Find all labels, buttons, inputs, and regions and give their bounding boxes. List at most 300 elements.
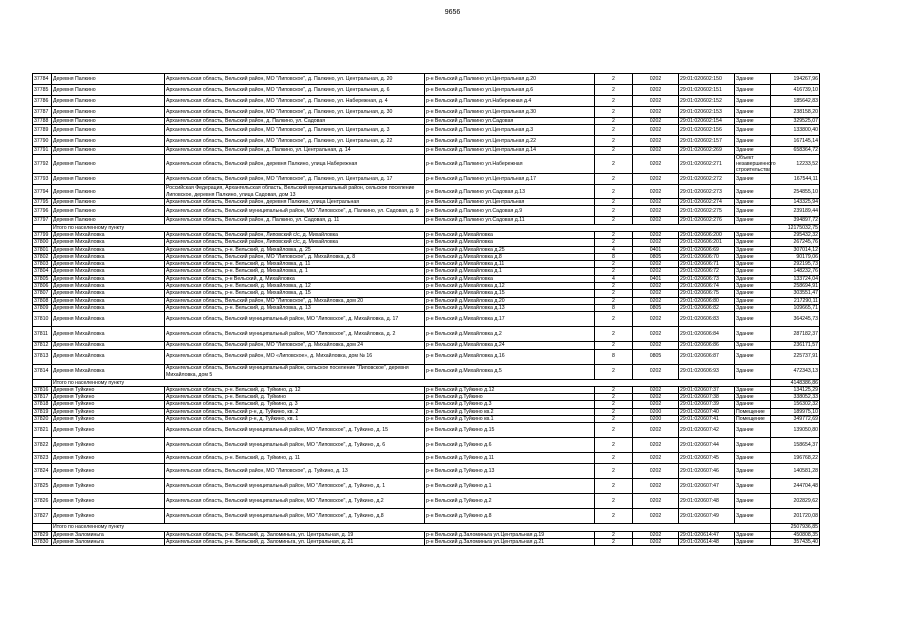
full-address: Архангельская область, р-н. Вельский, д. Туйкино — [165, 394, 425, 401]
short-address: р-н Вельский д.Туйкино д.3 — [425, 401, 595, 408]
page-number: 9656 — [444, 9, 461, 16]
table-row — [33, 275, 820, 282]
group-number: 2 — [595, 312, 633, 327]
row-number: 37789 — [33, 125, 52, 136]
type-code: 0202 — [633, 290, 679, 297]
cadastral-number: 29:01:020606:93 — [679, 364, 735, 379]
row-number: 37826 — [33, 494, 52, 509]
short-address: р-н Вельский д.Туйкино — [425, 394, 595, 401]
table-row — [33, 342, 820, 349]
type-code: 0202 — [633, 96, 679, 107]
table-row — [33, 364, 820, 379]
short-address: р-н Вельский д.Туйкино д.6 — [425, 438, 595, 453]
full-address: Архангельская область, Вельский р-н, д. Туйкино, кв. 1 — [165, 416, 425, 423]
cadastral-number: 29:01:020614:47 — [679, 531, 735, 538]
row-number: 37812 — [33, 342, 52, 349]
type-code: 0202 — [633, 386, 679, 393]
subtotal-label: Итого по населенному пункту — [52, 524, 771, 531]
type-code: 0202 — [633, 297, 679, 304]
settlement-name: Деревня Палкино — [52, 147, 165, 154]
cadastral-value: 167544,11 — [771, 174, 820, 185]
object-kind: Здание — [735, 217, 771, 224]
settlement-name: Деревня Михайловка — [52, 283, 165, 290]
short-address: р-н Вельский д.Михайловка д.13 — [425, 304, 595, 311]
type-code: 0202 — [633, 531, 679, 538]
table-row — [33, 246, 820, 253]
settlement-name: Деревня Михайловка — [52, 246, 165, 253]
short-address: р-н Вельский д.Михайловка — [425, 239, 595, 246]
settlement-name: Деревня Туйкино — [52, 423, 165, 438]
type-code: 0202 — [633, 283, 679, 290]
full-address: Архангельская область, Вельский район, МО "Липовское", д. Палкино, ул. Центральная, д. 22 — [165, 136, 425, 147]
settlement-name: Деревня Палкино — [52, 96, 165, 107]
object-kind: Здание — [735, 531, 771, 538]
cadastral-number: 29:01:020602:156 — [679, 125, 735, 136]
table-row — [33, 312, 820, 327]
cadastral-number: 29:01:020602:272 — [679, 174, 735, 185]
settlement-name: Деревня Палкино — [52, 125, 165, 136]
group-number: 2 — [595, 147, 633, 154]
full-address: Архангельская область, р-н. Вельский, д. Заломиньга, ул. Центральная, д. 21 — [165, 538, 425, 545]
group-number: 2 — [595, 185, 633, 199]
cadastral-number: 29:01:020602:275 — [679, 206, 735, 217]
object-kind: Здание — [735, 342, 771, 349]
type-code: 0202 — [633, 423, 679, 438]
group-number: 2 — [595, 283, 633, 290]
group-number: 2 — [595, 538, 633, 545]
object-kind: Здание — [735, 386, 771, 393]
short-address: р-н Вельский д.Палкино ул.Садовая — [425, 118, 595, 125]
type-code: 0401 — [633, 246, 679, 253]
table-row — [33, 74, 820, 85]
row-number: 37796 — [33, 206, 52, 217]
settlement-name: Деревня Палкино — [52, 74, 165, 85]
row-number: 37784 — [33, 74, 52, 85]
type-code: 0202 — [633, 327, 679, 342]
row-number: 37797 — [33, 217, 52, 224]
short-address: р-н Вельский д.Туйкино кв.1 — [425, 416, 595, 423]
group-number: 2 — [595, 453, 633, 464]
cadastral-value: 287182,37 — [771, 327, 820, 342]
cadastral-value: 292195,73 — [771, 261, 820, 268]
settlement-name: Деревня Палкино — [52, 118, 165, 125]
settlement-name: Деревня Палкино — [52, 107, 165, 118]
subtotal-sum: 12175032,75 — [771, 224, 820, 231]
type-code: 0202 — [633, 268, 679, 275]
cadastral-value: 364245,73 — [771, 312, 820, 327]
cadastral-value: 254855,10 — [771, 185, 820, 199]
short-address: р-н Вельский д.Туйкино д.13 — [425, 464, 595, 479]
group-number: 2 — [595, 125, 633, 136]
short-address: р-н Вельский д.Заломиньга ул.Центральная д.21 — [425, 538, 595, 545]
type-code: 0202 — [633, 239, 679, 246]
cadastral-value: 143325,94 — [771, 199, 820, 206]
cadastral-value: 133724,04 — [771, 275, 820, 282]
row-number: 37803 — [33, 261, 52, 268]
row-number: 37794 — [33, 185, 52, 199]
row-number: 37823 — [33, 453, 52, 464]
short-address: р-н Вельский д.Заломиньга ул.Центральная д.19 — [425, 531, 595, 538]
cadastral-value: 307014,12 — [771, 246, 820, 253]
object-kind: Здание — [735, 423, 771, 438]
full-address: Архангельская область, Вельский район, д. Палкино, ул. Садовая — [165, 118, 425, 125]
row-number: 37805 — [33, 275, 52, 282]
subtotal-spacer — [33, 524, 52, 531]
short-address: р-н Вельский д.Туйкино д.2 — [425, 494, 595, 509]
type-code: 0202 — [633, 74, 679, 85]
short-address: р-н Вельский д.Туйкино кв.2 — [425, 408, 595, 415]
table-row — [33, 154, 820, 174]
table-row — [33, 283, 820, 290]
row-number: 37785 — [33, 85, 52, 96]
group-number: 2 — [595, 401, 633, 408]
row-number: 37788 — [33, 118, 52, 125]
row-number: 37817 — [33, 394, 52, 401]
type-code: 0805 — [633, 253, 679, 260]
table-row — [33, 349, 820, 364]
cadastral-number: 29:01:020602:150 — [679, 74, 735, 85]
short-address: р-н Вельский д.Палкино ул.Садовая д.13 — [425, 185, 595, 199]
cadastral-number: 29:01:020607:37 — [679, 386, 735, 393]
row-number: 37799 — [33, 231, 52, 238]
object-kind: Здание — [735, 464, 771, 479]
cadastral-value: 196768,22 — [771, 453, 820, 464]
cadastral-number: 29:01:020607:41 — [679, 416, 735, 423]
object-kind: Здание — [735, 438, 771, 453]
full-address: Архангельская область, Вельский р-н, д. Туйкино, кв. 2 — [165, 408, 425, 415]
row-number: 37811 — [33, 327, 52, 342]
object-kind: Здание — [735, 479, 771, 494]
cadastral-number: 29:01:020607:49 — [679, 509, 735, 524]
type-code: 0202 — [633, 312, 679, 327]
cadastral-number: 29:01:020602:273 — [679, 185, 735, 199]
group-number: 2 — [595, 268, 633, 275]
object-kind: Здание — [735, 297, 771, 304]
subtotal-label: Итого по населенному пункту — [52, 224, 771, 231]
row-number: 37790 — [33, 136, 52, 147]
cadastral-number: 29:01:020607:48 — [679, 494, 735, 509]
type-code: 0202 — [633, 118, 679, 125]
settlement-name: Деревня Палкино — [52, 206, 165, 217]
short-address: р-н Вельский д.Михайловка д.20 — [425, 297, 595, 304]
type-code: 0202 — [633, 174, 679, 185]
cadastral-value: 133800,40 — [771, 125, 820, 136]
settlement-name: Деревня Михайловка — [52, 239, 165, 246]
settlement-name: Деревня Палкино — [52, 185, 165, 199]
full-address: Архангельская область, Вельский муниципальный район, МО "Липовское", д. Туйкино, д. 15 — [165, 423, 425, 438]
full-address: Архангельская область, Вельский район, МО "Липовское", д. Палкино, ул. Центральная, д. 3 — [165, 125, 425, 136]
subtotal-spacer — [33, 224, 52, 231]
object-kind: Здание — [735, 199, 771, 206]
cadastral-number: 29:01:020606:70 — [679, 253, 735, 260]
subtotal-row — [33, 379, 820, 386]
full-address: Архангельская область, Вельский район, МО "Липовское", д. Туйкино, д. 13 — [165, 464, 425, 479]
cadastral-number: 29:01:020607:44 — [679, 438, 735, 453]
short-address: р-н Вельский д.Михайловка д.24 — [425, 342, 595, 349]
cadastral-value: 244704,48 — [771, 479, 820, 494]
cadastral-value: 90179,06 — [771, 253, 820, 260]
full-address: Архангельская область, р-н. Вельский, д. Туйкино, д. 11 — [165, 453, 425, 464]
object-kind: Здание — [735, 147, 771, 154]
subtotal-spacer — [33, 379, 52, 386]
table-row — [33, 199, 820, 206]
object-kind: Здание — [735, 283, 771, 290]
cadastral-number: 29:01:020607:45 — [679, 453, 735, 464]
group-number: 2 — [595, 364, 633, 379]
short-address: р-н Вельский д.Палкино ул.Центральная д.17 — [425, 174, 595, 185]
full-address: Архангельская область, р-н. Вельский, д. Туйкино, д. 12 — [165, 386, 425, 393]
table-row — [33, 206, 820, 217]
cadastral-number: 29:01:020606:74 — [679, 283, 735, 290]
short-address: р-н Вельский д.Палкино ул.Набережная д.4 — [425, 96, 595, 107]
row-number: 37808 — [33, 297, 52, 304]
cadastral-value: 295432,32 — [771, 231, 820, 238]
short-address: р-н Вельский д.Туйкино д.12 — [425, 386, 595, 393]
cadastral-value: 140581,28 — [771, 464, 820, 479]
group-number: 2 — [595, 479, 633, 494]
group-number: 2 — [595, 342, 633, 349]
row-number: 37830 — [33, 538, 52, 545]
type-code: 0202 — [633, 136, 679, 147]
group-number: 2 — [595, 327, 633, 342]
table-row — [33, 416, 820, 423]
cadastral-number: 29:01:020607:40 — [679, 408, 735, 415]
group-number: 4 — [595, 275, 633, 282]
settlement-name: Деревня Палкино — [52, 217, 165, 224]
short-address: р-н Вельский д.Михайловка д.1 — [425, 268, 595, 275]
cadastral-value: 450808,35 — [771, 531, 820, 538]
full-address: Архангельская область, Вельский район, Липовский с/с, д. Михайловка — [165, 239, 425, 246]
full-address: Архангельская область, р-н. Вельский, д. Михайловка, д. 25 — [165, 246, 425, 253]
group-number: 2 — [595, 423, 633, 438]
table-row — [33, 261, 820, 268]
full-address: Архангельская область, Вельский район, МО "Липовское", д. Михайловка, дом 20 — [165, 297, 425, 304]
cadastral-number: 29:01:020602:151 — [679, 85, 735, 96]
type-code: 0202 — [633, 154, 679, 174]
subtotal-sum: 2507936,85 — [771, 524, 820, 531]
cadastral-value: 201720,08 — [771, 509, 820, 524]
row-number: 37792 — [33, 154, 52, 174]
type-code: 0202 — [633, 453, 679, 464]
row-number: 37787 — [33, 107, 52, 118]
group-number: 2 — [595, 239, 633, 246]
full-address: Архангельская область, Вельский район, МО "Липовское", д. Палкино, ул. Центральная, д. 17 — [165, 174, 425, 185]
table-row — [33, 239, 820, 246]
table-row — [33, 297, 820, 304]
cadastral-value: 217290,11 — [771, 297, 820, 304]
row-number: 37824 — [33, 464, 52, 479]
short-address: р-н Вельский д.Михайловка д.25 — [425, 246, 595, 253]
object-kind: Здание — [735, 268, 771, 275]
type-code: 0202 — [633, 107, 679, 118]
full-address: Архангельская область, Вельский муниципальный район, МО "Липовское", д. Туйкино, д.2 — [165, 494, 425, 509]
cadastral-number: 29:01:020602:154 — [679, 118, 735, 125]
settlement-name: Деревня Туйкино — [52, 464, 165, 479]
row-number: 37814 — [33, 364, 52, 379]
short-address: р-н Вельский д.Михайловка — [425, 275, 595, 282]
object-kind: Здание — [735, 394, 771, 401]
row-number: 37806 — [33, 283, 52, 290]
object-kind: Здание — [735, 538, 771, 545]
object-kind: Здание — [735, 364, 771, 379]
group-number: 4 — [595, 246, 633, 253]
object-kind: Здание — [735, 246, 771, 253]
settlement-name: Деревня Туйкино — [52, 479, 165, 494]
short-address: р-н Вельский д.Палкино ул.Набережная — [425, 154, 595, 174]
group-number: 2 — [595, 394, 633, 401]
cadastral-value: 185642,83 — [771, 96, 820, 107]
cadastral-value: 225737,91 — [771, 349, 820, 364]
table-row — [33, 107, 820, 118]
full-address: Архангельская область, Вельский район, деревня Палкино, улица Центральная — [165, 199, 425, 206]
full-address: Архангельская область, Вельский муниципальный район, сельское поселение "Липовское", деревня Михайловка, дом 5 — [165, 364, 425, 379]
type-code: 0202 — [633, 261, 679, 268]
short-address: р-н Вельский д.Михайловка д.16 — [425, 349, 595, 364]
full-address: Архангельская область, р-н Вельский, д. Михайловка — [165, 275, 425, 282]
object-kind: Помещение — [735, 408, 771, 415]
settlement-name: Деревня Заломиньга — [52, 538, 165, 545]
short-address: р-н Вельский д.Туйкино д.11 — [425, 453, 595, 464]
full-address: Архангельская область, р-н. Вельский, д. Михайловка, д. 15 — [165, 290, 425, 297]
object-kind: Здание — [735, 96, 771, 107]
group-number: 2 — [595, 408, 633, 415]
object-kind: Здание — [735, 401, 771, 408]
cadastral-number: 29:01:020606:201 — [679, 239, 735, 246]
settlement-name: Деревня Михайловка — [52, 342, 165, 349]
settlement-name: Деревня Михайловка — [52, 297, 165, 304]
cadastral-number: 29:01:020602:274 — [679, 199, 735, 206]
cadastral-value: 357435,40 — [771, 538, 820, 545]
full-address: Архангельская область, Вельский муниципальный район, МО "Липовское", д. Михайловка, д. 2 — [165, 327, 425, 342]
group-number: 2 — [595, 261, 633, 268]
group-number: 2 — [595, 154, 633, 174]
short-address: р-н Вельский д.Палкино ул.Центральная д.6 — [425, 85, 595, 96]
type-code: 0202 — [633, 479, 679, 494]
table-row — [33, 494, 820, 509]
group-number: 2 — [595, 231, 633, 238]
subtotal-sum: 4148386,86 — [771, 379, 820, 386]
settlement-name: Деревня Михайловка — [52, 327, 165, 342]
object-kind: Здание — [735, 125, 771, 136]
cadastral-value: 258694,91 — [771, 283, 820, 290]
row-number: 37818 — [33, 401, 52, 408]
settlement-name: Деревня Туйкино — [52, 509, 165, 524]
full-address: Архангельская область, Вельский район, МО "Липовское", д. Палкино, ул. Набережная, д. 4 — [165, 96, 425, 107]
group-number: 2 — [595, 386, 633, 393]
row-number: 37829 — [33, 531, 52, 538]
table-row — [33, 174, 820, 185]
full-address: Архангельская область, р-н. Вельский, д. Туйкино, д. 3 — [165, 401, 425, 408]
short-address: р-н Вельский д.Михайловка д.12 — [425, 283, 595, 290]
short-address: р-н Вельский д.Палкино ул.Центральная д.14 — [425, 147, 595, 154]
short-address: р-н Вельский д.Михайловка д.2 — [425, 327, 595, 342]
short-address: р-н Вельский д.Туйкино д.1 — [425, 479, 595, 494]
group-number: 2 — [595, 290, 633, 297]
cadastral-value: 134125,29 — [771, 386, 820, 393]
cadastral-value: 167145,14 — [771, 136, 820, 147]
table-row — [33, 464, 820, 479]
row-number: 37804 — [33, 268, 52, 275]
cadastral-value: 239189,44 — [771, 206, 820, 217]
settlement-name: Деревня Михайловка — [52, 275, 165, 282]
row-number: 37801 — [33, 246, 52, 253]
table-row — [33, 217, 820, 224]
cadastral-value: 202829,62 — [771, 494, 820, 509]
table-row — [33, 125, 820, 136]
settlement-name: Деревня Туйкино — [52, 438, 165, 453]
table-row — [33, 118, 820, 125]
type-code: 0202 — [633, 125, 679, 136]
short-address: р-н Вельский д.Михайловка д.17 — [425, 312, 595, 327]
short-address: р-н Вельский д.Михайловка д.8 — [425, 253, 595, 260]
table-body — [33, 74, 820, 546]
group-number: 8 — [595, 253, 633, 260]
table-row — [33, 438, 820, 453]
cadastral-number: 29:01:020607:38 — [679, 394, 735, 401]
group-number: 2 — [595, 136, 633, 147]
short-address: р-н Вельский д.Палкино ул.Центральная д.3 — [425, 125, 595, 136]
short-address: р-н Вельский д.Палкино ул.Садовая д.9 — [425, 206, 595, 217]
object-kind: Здание — [735, 185, 771, 199]
cadastral-number: 29:01:020606:87 — [679, 349, 735, 364]
settlement-name: Деревня Палкино — [52, 136, 165, 147]
settlement-name: Деревня Туйкино — [52, 408, 165, 415]
object-kind: Здание — [735, 304, 771, 311]
table-row — [33, 327, 820, 342]
row-number: 37825 — [33, 479, 52, 494]
table-row — [33, 401, 820, 408]
settlement-name: Деревня Палкино — [52, 199, 165, 206]
type-code: 0202 — [633, 494, 679, 509]
full-address: Архангельская область, Вельский район, МО «Липовское», д. Михайловка, дом № 16 — [165, 349, 425, 364]
cadastral-number: 29:01:020606:84 — [679, 327, 735, 342]
object-kind: Здание — [735, 509, 771, 524]
cadastral-value: 12233,52 — [771, 154, 820, 174]
type-code: 0202 — [633, 85, 679, 96]
object-kind: Здание — [735, 327, 771, 342]
settlement-name: Деревня Туйкино — [52, 386, 165, 393]
full-address: Архангельская область, Вельский район, МО "Липовское", д. Палкино, ул. Центральная, д. 30 — [165, 107, 425, 118]
row-number: 37821 — [33, 423, 52, 438]
full-address: Архангельская область, Вельский муниципальный район, МО "Липовское", д. Туйкино, д. 1 — [165, 479, 425, 494]
type-code: 0200 — [633, 416, 679, 423]
table-row — [33, 453, 820, 464]
group-number: 2 — [595, 509, 633, 524]
group-number: 2 — [595, 206, 633, 217]
object-kind: Здание — [735, 275, 771, 282]
type-code: 0202 — [633, 206, 679, 217]
cadastral-value: 303551,47 — [771, 290, 820, 297]
table-row — [33, 423, 820, 438]
full-address: Архангельская область, р-н. Вельский, д. Михайловка, д. 1 — [165, 268, 425, 275]
subtotal-row — [33, 524, 820, 531]
table-row — [33, 290, 820, 297]
cadastral-number: 29:01:020606:82 — [679, 304, 735, 311]
short-address: р-н Вельский д.Палкино ул.Центральная д.30 — [425, 107, 595, 118]
cadastral-number: 29:01:020606:73 — [679, 275, 735, 282]
full-address: Архангельская область, Вельский муниципальный район, МО "Липовское", д. Туйкино, д. 6 — [165, 438, 425, 453]
cadastral-number: 29:01:020607:42 — [679, 423, 735, 438]
object-kind: Помещение — [735, 416, 771, 423]
row-number: 37827 — [33, 509, 52, 524]
object-kind: Здание — [735, 239, 771, 246]
cadastral-number: 29:01:020602:271 — [679, 154, 735, 174]
object-kind: Здание — [735, 231, 771, 238]
type-code: 0202 — [633, 401, 679, 408]
group-number: 2 — [595, 494, 633, 509]
cadastral-value: 338052,33 — [771, 394, 820, 401]
table-row — [33, 147, 820, 154]
